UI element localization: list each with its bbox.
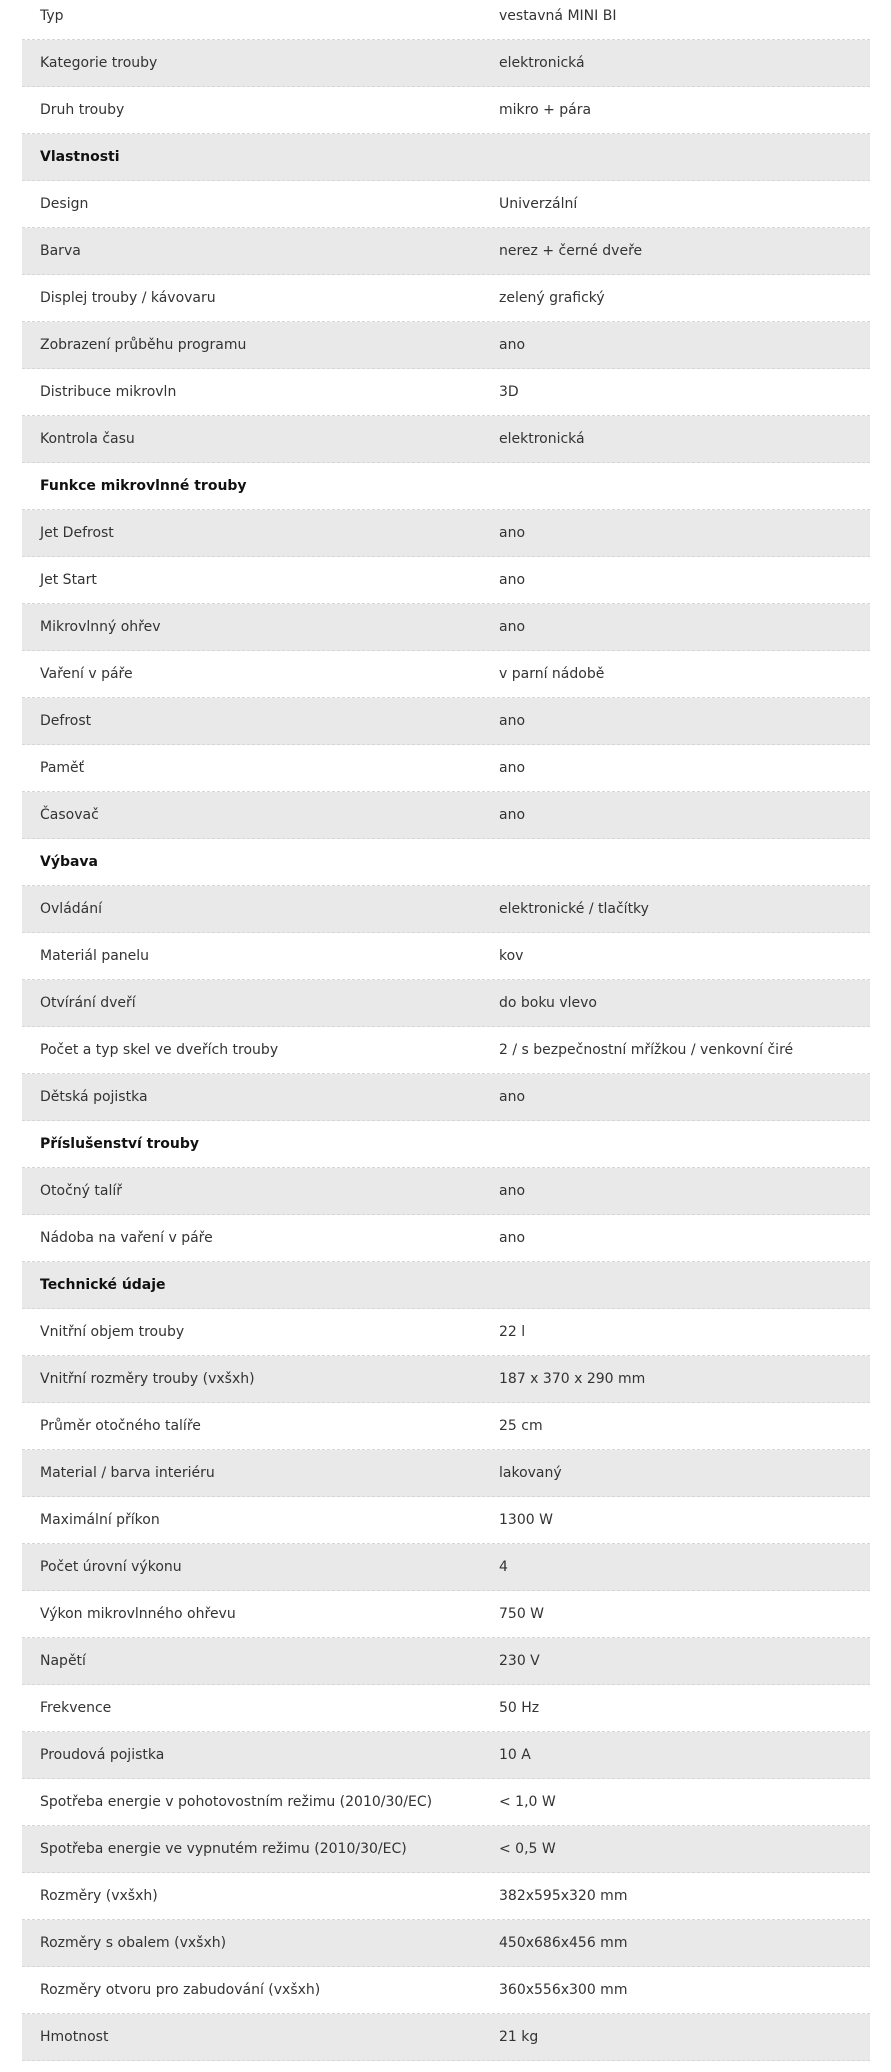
spec-row: [22, 322, 870, 369]
spec-value: ano: [499, 760, 526, 776]
spec-row: [22, 416, 870, 463]
spec-row: [22, 651, 870, 698]
spec-value: 187 x 370 x 290 mm: [499, 1371, 646, 1387]
spec-value: nerez + černé dveře: [499, 243, 643, 259]
spec-row: [22, 228, 870, 275]
spec-row: [22, 87, 870, 134]
spec-value: 50 Hz: [499, 1700, 540, 1716]
spec-value: elektronické / tlačítky: [499, 901, 649, 917]
spec-label: Spotřeba energie v pohotovostním režimu (2010/30/EC): [40, 1794, 433, 1810]
spec-label: Maximální příkon: [40, 1512, 160, 1528]
section-title: Technické údaje: [40, 1277, 166, 1293]
section-header: [22, 1262, 870, 1309]
spec-label: Rozměry otvoru pro zabudování (vxšxh): [40, 1982, 321, 1998]
spec-label: Design: [40, 196, 89, 212]
spec-label: Počet a typ skel ve dveřích trouby: [40, 1042, 279, 1058]
spec-label: Materiál panelu: [40, 948, 150, 964]
spec-label: Displej trouby / kávovaru: [40, 290, 216, 306]
spec-value: 382x595x320 mm: [499, 1888, 628, 1904]
spec-value: ano: [499, 337, 526, 353]
spec-row: [22, 1920, 870, 1967]
spec-value: elektronická: [499, 431, 585, 447]
spec-row: [22, 1967, 870, 2014]
spec-label: Ovládání: [40, 901, 103, 917]
spec-row: [22, 1826, 870, 1873]
section-header: [22, 463, 870, 510]
spec-label: Vnitřní rozměry trouby (vxšxh): [40, 1371, 255, 1387]
spec-row: [22, 1638, 870, 1685]
spec-row: [22, 1215, 870, 1262]
spec-label: Výkon mikrovlnného ohřevu: [40, 1606, 236, 1622]
section-title: Vlastnosti: [40, 149, 120, 165]
spec-label: Rozměry s obalem (vxšxh): [40, 1935, 227, 1951]
spec-value: < 0,5 W: [499, 1841, 556, 1857]
spec-table: [22, 0, 870, 2061]
spec-row: [22, 1591, 870, 1638]
spec-value: 21 kg: [499, 2029, 539, 2045]
spec-row: [22, 557, 870, 604]
spec-row: [22, 510, 870, 557]
spec-value: Univerzální: [499, 196, 578, 212]
spec-value: 22 l: [499, 1324, 526, 1340]
spec-label: Časovač: [40, 807, 99, 823]
spec-label: Proudová pojistka: [40, 1747, 165, 1763]
spec-row: [22, 1544, 870, 1591]
spec-row: [22, 1027, 870, 1074]
spec-value: 2 / s bezpečnostní mřížkou / venkovní čiré: [499, 1042, 794, 1058]
spec-value: < 1,0 W: [499, 1794, 556, 1810]
spec-value: mikro + pára: [499, 102, 592, 118]
spec-label: Dětská pojistka: [40, 1089, 148, 1105]
spec-row: [22, 275, 870, 322]
spec-label: Jet Start: [40, 572, 97, 588]
spec-row: [22, 745, 870, 792]
spec-value: ano: [499, 1183, 526, 1199]
spec-row: [22, 1356, 870, 1403]
spec-label: Druh trouby: [40, 102, 125, 118]
spec-label: Paměť: [40, 760, 85, 776]
spec-row: [22, 1309, 870, 1356]
spec-label: Defrost: [40, 713, 92, 729]
spec-label: Frekvence: [40, 1700, 112, 1716]
spec-value: 4: [499, 1559, 508, 1575]
spec-value: 1300 W: [499, 1512, 553, 1528]
section-title: Funkce mikrovlnné trouby: [40, 478, 247, 494]
spec-row: [22, 1873, 870, 1920]
spec-row: [22, 1403, 870, 1450]
spec-label: Jet Defrost: [40, 525, 114, 541]
spec-row: [22, 1168, 870, 1215]
spec-value: lakovaný: [499, 1465, 562, 1481]
spec-label: Hmotnost: [40, 2029, 109, 2045]
spec-value: 10 A: [499, 1747, 531, 1763]
spec-row: [22, 181, 870, 228]
spec-row: [22, 1497, 870, 1544]
spec-value: 360x556x300 mm: [499, 1982, 628, 1998]
spec-label: Typ: [40, 8, 64, 24]
spec-label: Počet úrovní výkonu: [40, 1559, 182, 1575]
spec-row: [22, 1732, 870, 1779]
spec-value: 750 W: [499, 1606, 545, 1622]
spec-label: Mikrovlnný ohřev: [40, 619, 161, 635]
spec-row: [22, 40, 870, 87]
section-title: Příslušenství trouby: [40, 1136, 200, 1152]
spec-label: Otvírání dveří: [40, 995, 136, 1011]
spec-value: 450x686x456 mm: [499, 1935, 628, 1951]
spec-label: Distribuce mikrovln: [40, 384, 177, 400]
section-title: Výbava: [40, 854, 99, 870]
section-header: [22, 839, 870, 886]
spec-row: [22, 1450, 870, 1497]
spec-value: 3D: [499, 384, 519, 400]
spec-value: elektronická: [499, 55, 585, 71]
spec-value: ano: [499, 1089, 526, 1105]
spec-row: [22, 2014, 870, 2061]
spec-row: [22, 1074, 870, 1121]
spec-value: 230 V: [499, 1653, 540, 1669]
spec-label: Průměr otočného talíře: [40, 1418, 201, 1434]
spec-label: Kategorie trouby: [40, 55, 158, 71]
spec-value: 25 cm: [499, 1418, 543, 1434]
spec-row: [22, 792, 870, 839]
spec-label: Vaření v páře: [40, 666, 133, 682]
section-header: [22, 134, 870, 181]
spec-row: [22, 933, 870, 980]
spec-label: Spotřeba energie ve vypnutém režimu (2010/30/EC): [40, 1841, 407, 1857]
spec-label: Nádoba na vaření v páře: [40, 1230, 213, 1246]
spec-label: Vnitřní objem trouby: [40, 1324, 185, 1340]
spec-value: ano: [499, 619, 526, 635]
spec-value: ano: [499, 525, 526, 541]
spec-row: [22, 980, 870, 1027]
spec-value: ano: [499, 572, 526, 588]
spec-row: [22, 1685, 870, 1732]
spec-value: ano: [499, 713, 526, 729]
spec-label: Material / barva interiéru: [40, 1465, 215, 1481]
spec-value: zelený grafický: [499, 290, 605, 306]
spec-label: Rozměry (vxšxh): [40, 1888, 158, 1904]
section-header: [22, 1121, 870, 1168]
spec-row: [22, 369, 870, 416]
spec-label: Napětí: [40, 1653, 86, 1669]
spec-value: ano: [499, 1230, 526, 1246]
spec-value: vestavná MINI BI: [499, 8, 617, 24]
spec-label: Barva: [40, 243, 81, 259]
spec-row: [22, 0, 870, 40]
spec-row: [22, 698, 870, 745]
spec-row: [22, 886, 870, 933]
spec-label: Kontrola času: [40, 431, 135, 447]
spec-row: [22, 604, 870, 651]
spec-row: [22, 1779, 870, 1826]
spec-value: v parní nádobě: [499, 666, 605, 682]
spec-label: Otočný talíř: [40, 1183, 122, 1199]
spec-value: ano: [499, 807, 526, 823]
spec-value: kov: [499, 948, 524, 964]
spec-value: do boku vlevo: [499, 995, 597, 1011]
spec-label: Zobrazení průběhu programu: [40, 337, 247, 353]
